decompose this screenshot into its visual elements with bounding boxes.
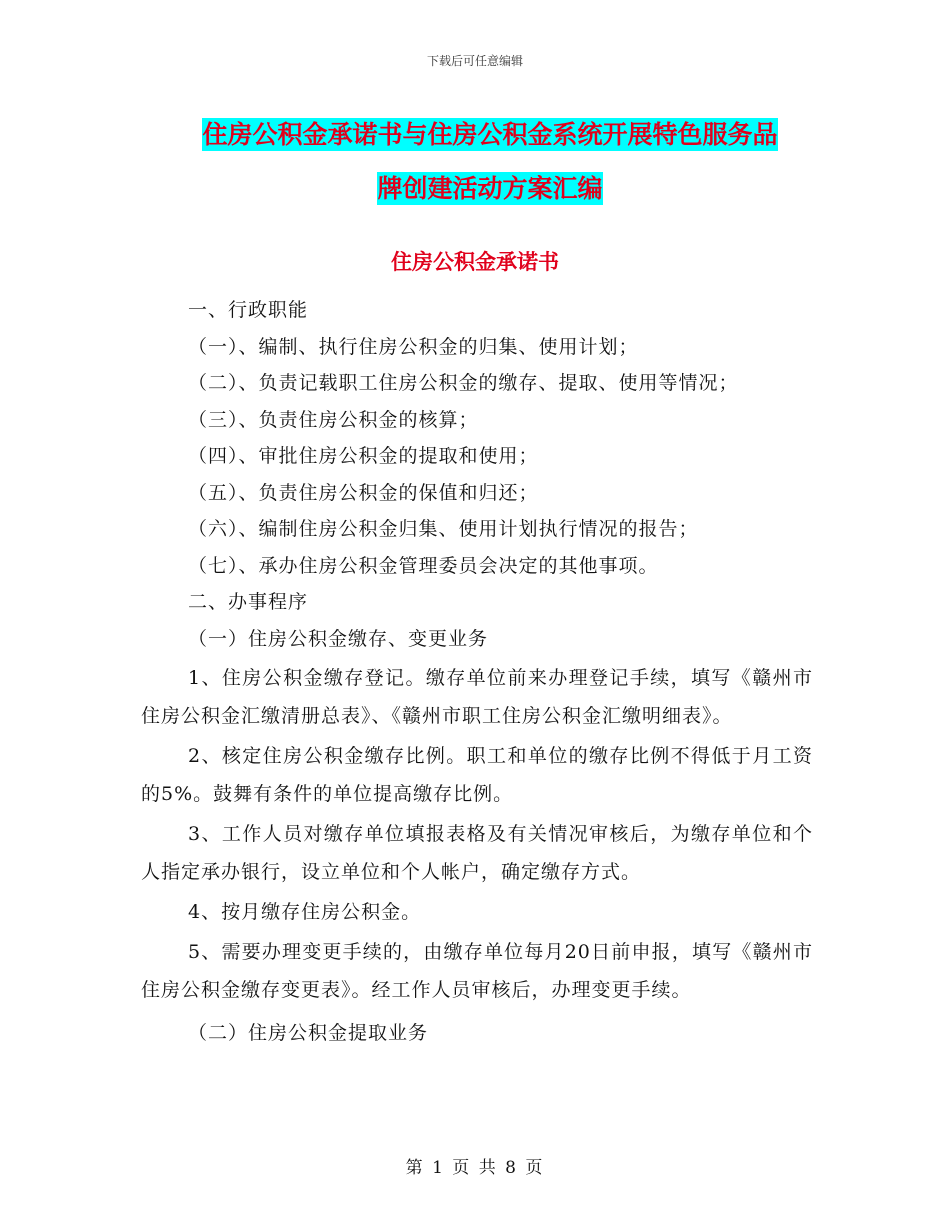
paragraph-2: 2、核定住房公积金缴存比例。职工和单位的缴存比例不得低于月工资的5%。鼓舞有条件的单位提高缴存比例。 [141,745,813,805]
subheading-withdrawal: （二）住房公积金提取业务 [188,1022,429,1044]
header-note: 下载后可任意编辑 [426,54,523,68]
paragraph-5: 5、需要办理变更手续的，由缴存单位每月20日前申报，填写《赣州市住房公积金缴存变更表》。经工作人员审核后，办理变更手续。 [141,941,813,1001]
heading-administrative-functions: 一、行政职能 [188,299,309,321]
heading-procedures: 二、办事程序 [188,591,309,613]
duty-item: （二）、负责记载职工住房公积金的缴存、提取、使用等情况； [188,372,739,394]
duty-item: （三）、负责住房公积金的核算； [188,408,479,431]
document-title [140,108,840,216]
duty-item: （六）、编制住房公积金归集、使用计划执行情况的报告； [188,518,699,540]
paragraph-1: 1、住房公积金缴存登记。缴存单位前来办理登记手续，填写《赣州市住房公积金汇缴清册总表》、《赣州市职工住房公积金汇缴明细表》。 [141,667,813,727]
page-number: 第 1 页 共 8 页 [405,1158,545,1178]
subheading-deposit: （一）住房公积金缴存、变更业务 [188,627,489,650]
document-body [141,292,813,1052]
title-line-1: 住房公积金承诺书与住房公积金系统开展特色服务品 [202,120,778,149]
duty-item: （五）、负责住房公积金的保值和归还； [188,481,539,504]
duty-item: （七）、承办住房公积金管理委员会决定的其他事项。 [188,554,659,577]
paragraph-3: 3、工作人员对缴存单位填报表格及有关情况审核后，为缴存单位和个人指定承办银行，设立单位和个人帐户，确定缴存方式。 [141,823,813,883]
title-line-2: 牌创建活动方案汇编 [377,174,603,203]
section-title: 住房公积金承诺书 [391,250,559,274]
duty-item: （一）、编制、执行住房公积金的归集、使用计划； [188,335,639,358]
duty-item: （四）、审批住房公积金的提取和使用； [188,445,539,467]
paragraph-4: 4、按月缴存住房公积金。 [188,901,422,923]
